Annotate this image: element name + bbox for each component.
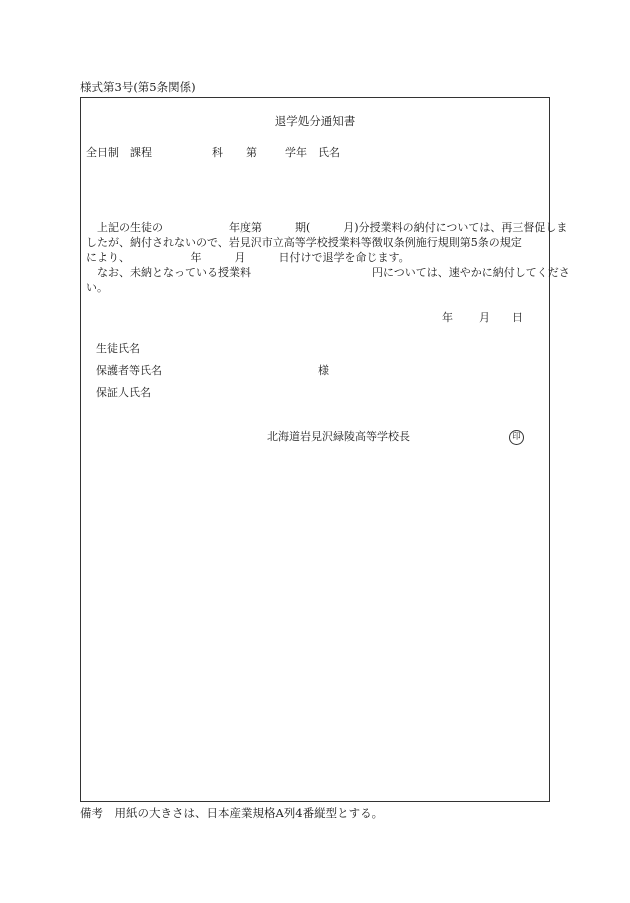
body-line: い。 (86, 281, 108, 294)
guarantor-name-label: 保証人氏名 (96, 386, 151, 399)
guardian-name-label: 保護者等氏名 (96, 364, 162, 377)
body-line: により、 年 月 日付けで退学を命じます。 (86, 251, 410, 264)
seal-mark: 印 (509, 430, 524, 445)
grade-label: 学年 (285, 146, 307, 159)
date-day-label: 日 (512, 311, 523, 324)
date-month-label: 月 (479, 311, 490, 324)
document-title: 退学処分通知書 (274, 114, 356, 128)
document-frame (80, 97, 570, 802)
department-label: 科 (212, 146, 223, 159)
body-paragraph (86, 220, 570, 295)
body-line: したが、納付されないので、岩見沢市立高等学校授業料等徴収条例施行規則第5条の規定 (86, 236, 522, 249)
body-line: なお、未納となっている授業料 円については、速やかに納付してくださ (86, 266, 570, 279)
grade-prefix: 第 (246, 146, 257, 159)
body-line: 上記の生徒の 年度第 期( 月)分授業料の納付については、再三督促しま (86, 221, 568, 234)
issuer-name: 北海道岩見沢緑陵高等学校長 (267, 430, 410, 443)
student-name-label: 生徒氏名 (96, 342, 140, 355)
name-label: 氏名 (318, 146, 340, 159)
date-year-label: 年 (442, 311, 453, 324)
program-label: 全日制 (86, 146, 119, 159)
footer-note: 備考 用紙の大きさは、日本産業規格A列4番縦型とする。 (80, 806, 384, 820)
form-number: 様式第3号(第5条関係) (80, 80, 196, 94)
course-label: 課程 (130, 146, 152, 159)
honorific-label: 様 (318, 364, 329, 377)
